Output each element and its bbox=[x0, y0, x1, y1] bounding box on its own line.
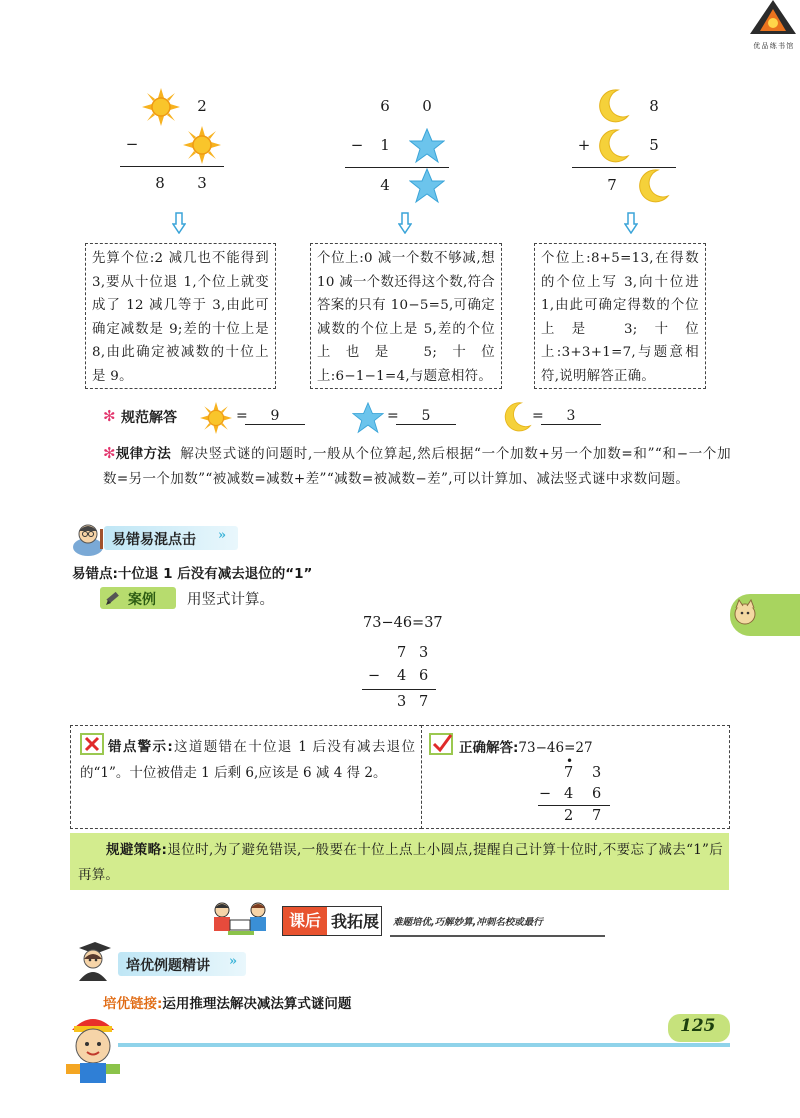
p2-row2-tens: 1 bbox=[380, 136, 390, 154]
kids-reading-icon bbox=[208, 898, 276, 938]
p3-row2-units: 5 bbox=[649, 136, 659, 154]
after-class-underline bbox=[390, 935, 605, 937]
moon-icon bbox=[596, 88, 630, 124]
cultivate-title: 培优例题精讲 bbox=[126, 958, 210, 974]
moon-icon bbox=[596, 128, 630, 164]
puzzle-1 bbox=[120, 88, 290, 193]
wrong-result-units: 7 bbox=[419, 694, 429, 710]
down-arrow-icon bbox=[624, 212, 638, 234]
borrow-dot: • bbox=[566, 754, 574, 768]
p3-operator: + bbox=[577, 136, 591, 154]
puzzle-2 bbox=[345, 88, 515, 193]
puzzle-3 bbox=[572, 88, 742, 193]
correct-label: 正确解答: bbox=[459, 740, 519, 756]
sun-icon bbox=[142, 88, 180, 126]
chevron-right-icon: » bbox=[218, 528, 227, 543]
wrong-result-tens: 3 bbox=[397, 694, 407, 710]
wrong-top-units: 3 bbox=[419, 645, 429, 661]
moon-icon bbox=[502, 401, 532, 433]
corner-logo bbox=[746, 0, 800, 50]
wrong-bottom-units: 6 bbox=[419, 668, 429, 684]
pencil-icon bbox=[104, 589, 122, 607]
explanation-box-3: 个位上:8+5=13,在得数的个位上写 3,向十位进 1,由此可确定得数的个位上是 3;十位上:3+3+1=7,与题意相符,说明解答正确。 bbox=[534, 243, 706, 389]
after-class-slogan: 难题培优,巧解妙算,冲刺名校或最行 bbox=[393, 917, 543, 928]
p2-row1-units: 0 bbox=[422, 97, 432, 115]
moon-icon bbox=[636, 168, 670, 204]
footer-line bbox=[118, 1043, 730, 1047]
p1-operator: − bbox=[125, 135, 139, 153]
cultivate-link bbox=[103, 992, 351, 1012]
p2-row1-tens: 6 bbox=[380, 97, 390, 115]
down-arrow-icon bbox=[398, 212, 412, 234]
wrong-equation: 73−46=37 bbox=[363, 615, 443, 631]
mistake-point-label: 易错点: bbox=[72, 566, 118, 582]
star-answer: 5 bbox=[396, 408, 456, 425]
after-class-title-b: 我拓展 bbox=[331, 912, 380, 931]
standard-answer-label: 规范解答 bbox=[121, 410, 177, 426]
equals-sign: = bbox=[532, 408, 544, 424]
logo-icon bbox=[746, 0, 800, 36]
p2-operator: − bbox=[350, 136, 364, 154]
star-icon bbox=[409, 168, 445, 204]
sun-icon bbox=[183, 126, 221, 164]
equals-sign: = bbox=[236, 408, 248, 424]
chevron-right-icon: » bbox=[229, 954, 238, 969]
side-tab-mascot-icon bbox=[732, 598, 758, 632]
correct-top-units: 3 bbox=[592, 765, 602, 781]
mascot-icon bbox=[60, 1010, 126, 1088]
strategy-paragraph bbox=[78, 838, 723, 887]
explanation-box-2: 个位上:0 减一个数不够减,想 10 减一个数还得这个数,符合答案的只有 10−5=5,可确定减数的个位上是 5,差的个位上也是 5;十位上:6−1−1=4,与题意相符。 bbox=[310, 243, 502, 389]
after-class-title-a: 课后 bbox=[283, 907, 327, 935]
correct-bottom-tens: 4 bbox=[564, 786, 574, 802]
strategy-label: 规避策略: bbox=[106, 842, 168, 858]
cultivate-link-label: 培优链接: bbox=[103, 996, 163, 1012]
p3-row1-units: 8 bbox=[649, 97, 659, 115]
wrong-bottom-tens: 4 bbox=[397, 668, 407, 684]
p2-result-tens: 4 bbox=[380, 176, 390, 194]
warning-text: 这道题错在十位退 1 后没有减去退位的“1”。十位被借走 1 后剩 6,应该是 6 减 4 得 2。 bbox=[80, 739, 415, 781]
correct-top-tens: 7 bbox=[564, 765, 574, 781]
method-paragraph bbox=[103, 441, 731, 491]
correct-result-units: 7 bbox=[592, 808, 602, 824]
star-icon bbox=[409, 128, 445, 164]
p1-row1-units: 2 bbox=[197, 97, 207, 115]
flower-icon: ✻ bbox=[103, 407, 116, 425]
check-icon bbox=[429, 732, 455, 756]
star-icon bbox=[352, 402, 384, 434]
wrong-sum-line bbox=[362, 689, 436, 690]
warning-paragraph bbox=[80, 734, 415, 786]
explanation-box-1: 先算个位:2 减几也不能得到 3,要从十位退 1,个位上就变成了 12 减几等于 3,由此可确定减数是 9;差的十位上是 8,由此确定被减数的十位上是 9。 bbox=[85, 243, 276, 389]
p1-result-tens: 8 bbox=[155, 174, 165, 192]
strategy-text: 退位时,为了避免错误,一般要在十位上点上小圆点,提醒自己计算十位时,不要忘了减去“1”后再算。 bbox=[78, 842, 724, 883]
p1-sum-line bbox=[120, 166, 224, 167]
mistake-point bbox=[72, 562, 312, 582]
logo-text: 优 品 练 书 馆 bbox=[753, 42, 793, 50]
flower-icon: ✻ bbox=[103, 444, 116, 462]
page-number: 125 bbox=[680, 1016, 716, 1036]
correct-header bbox=[459, 736, 593, 756]
correct-operator: − bbox=[539, 786, 552, 802]
correct-equation: 73−46=27 bbox=[518, 740, 593, 756]
case-text: 用竖式计算。 bbox=[187, 592, 274, 608]
mistake-section-title: 易错易混点击 bbox=[112, 532, 196, 548]
correct-bottom-units: 6 bbox=[592, 786, 602, 802]
moon-answer: 3 bbox=[541, 408, 601, 425]
method-label: 规律方法 bbox=[115, 446, 172, 462]
wrong-operator: − bbox=[368, 668, 381, 684]
cultivate-link-text: 运用推理法解决减法算式谜问题 bbox=[162, 996, 352, 1012]
sun-answer: 9 bbox=[245, 408, 305, 425]
wrong-top-tens: 7 bbox=[397, 645, 407, 661]
mistake-point-text: 十位退 1 后没有减去退位的“1” bbox=[117, 566, 313, 582]
doctor-mascot-icon bbox=[71, 941, 115, 981]
down-arrow-icon bbox=[172, 212, 186, 234]
case-label: 案例 bbox=[128, 592, 156, 608]
p1-result-units: 3 bbox=[197, 174, 207, 192]
equals-sign: = bbox=[387, 408, 399, 424]
correct-sum-line bbox=[538, 805, 610, 806]
warning-label: 错点警示: bbox=[108, 739, 173, 755]
p3-result-tens: 7 bbox=[607, 176, 617, 194]
method-text: 解决竖式谜的问题时,一般从个位算起,然后根据“一个加数+另一个加数=和”“和−一个加数=另一个加数”“被减数=减数+差”“减数=被减数−差”,可以计算加、减法竖式谜中求数问题。 bbox=[103, 446, 731, 487]
correct-result-tens: 2 bbox=[564, 808, 574, 824]
sun-icon bbox=[200, 402, 232, 434]
